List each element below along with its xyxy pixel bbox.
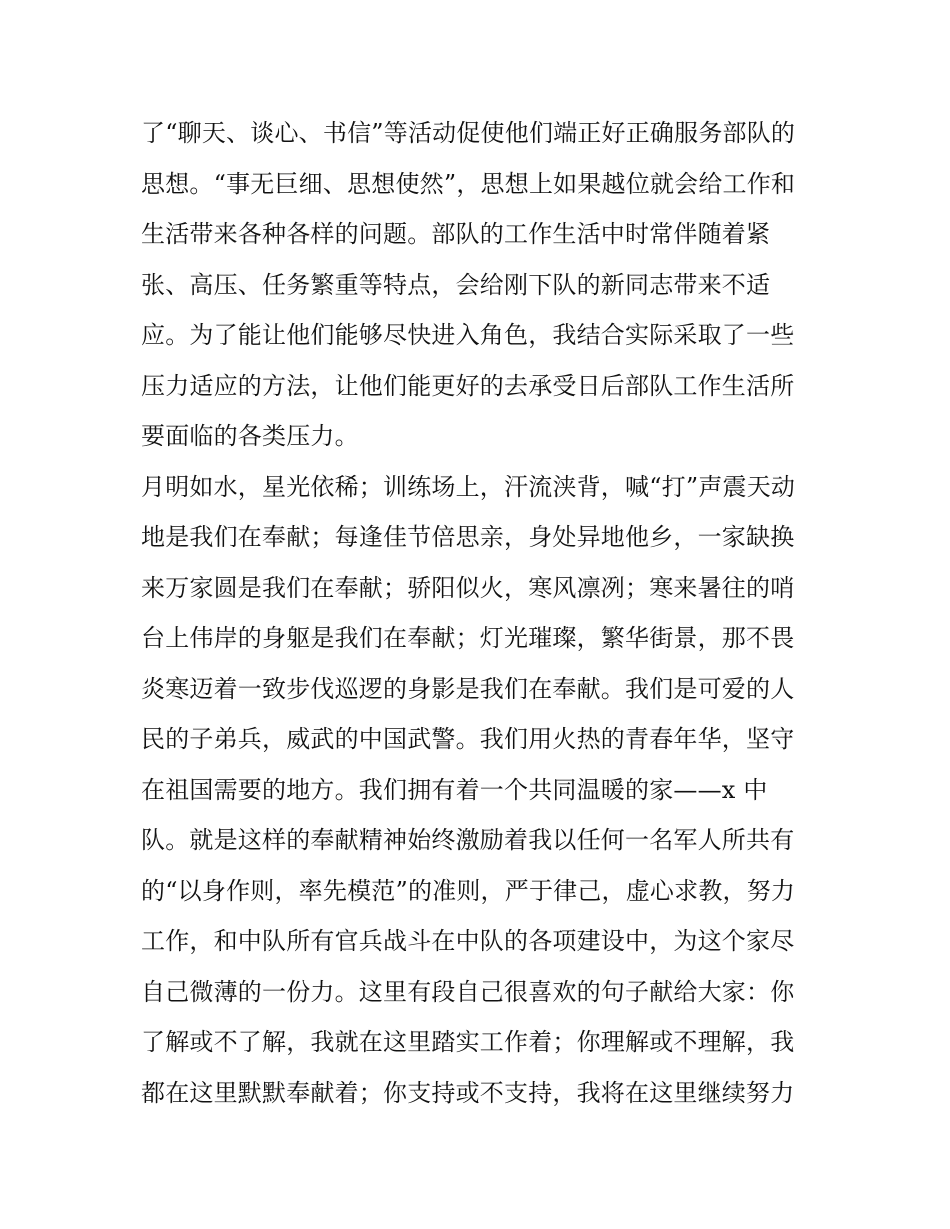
text-line: 要面临的各类压力。 <box>141 422 359 450</box>
text-line: 压力适应的方法，让他们能更好的去承受日后部队工作生活所 <box>141 371 795 400</box>
text-line: 在祖国需要的地方。我们拥有着一个共同温暖的家——x 中 <box>141 775 768 804</box>
text-line: 应。为了能让他们能够尽快进入角色，我结合实际采取了一些 <box>141 321 795 349</box>
text-line: 地是我们在奉献；每逢佳节倍思亲，身处异地他乡，一家缺换 <box>141 523 795 551</box>
text-line: 民的子弟兵，威武的中国武警。我们用火热的青春年华，坚守 <box>141 725 795 753</box>
text-line: 思想。“事无巨细、思想使然”，思想上如果越位就会给工作和 <box>141 169 796 198</box>
text-line: 都在这里默默奉献着；你支持或不支持，我将在这里继续努力 <box>141 1078 795 1107</box>
text-line: 台上伟岸的身躯是我们在奉献；灯光璀璨，繁华街景，那不畏 <box>141 624 795 652</box>
text-line: 月明如水，星光依稀；训练场上，汗流浃背，喊“打”声震天动 <box>141 472 796 501</box>
text-line: 了“聊天、谈心、书信”等活动促使他们端正好正确服务部队的 <box>141 119 796 147</box>
text-line: 工作，和中队所有官兵战斗在中队的各项建设中，为这个家尽 <box>141 927 795 955</box>
text-line: 生活带来各种各样的问题。部队的工作生活中时常伴随着紧 <box>141 220 771 248</box>
body-text <box>141 108 821 1118</box>
text-line: 张、高压、任务繁重等特点，会给刚下队的新同志带来不适 <box>141 270 771 299</box>
text-line: 的“以身作则，率先模范”的准则，严于律己，虚心求教，努力 <box>141 876 796 905</box>
text-line: 来万家圆是我们在奉献；骄阳似火，寒风凛冽；寒来暑往的哨 <box>141 573 795 602</box>
text-line: 自己微薄的一份力。这里有段自己很喜欢的句子献给大家：你 <box>141 977 795 1006</box>
text-line: 炎寒迈着一致步伐巡逻的身影是我们在奉献。我们是可爱的人 <box>141 674 795 703</box>
text-line: 队。就是这样的奉献精神始终激励着我以任何一名军人所共有 <box>141 826 795 854</box>
text-line: 了解或不了解，我就在这里踏实工作着；你理解或不理解，我 <box>141 1028 795 1056</box>
